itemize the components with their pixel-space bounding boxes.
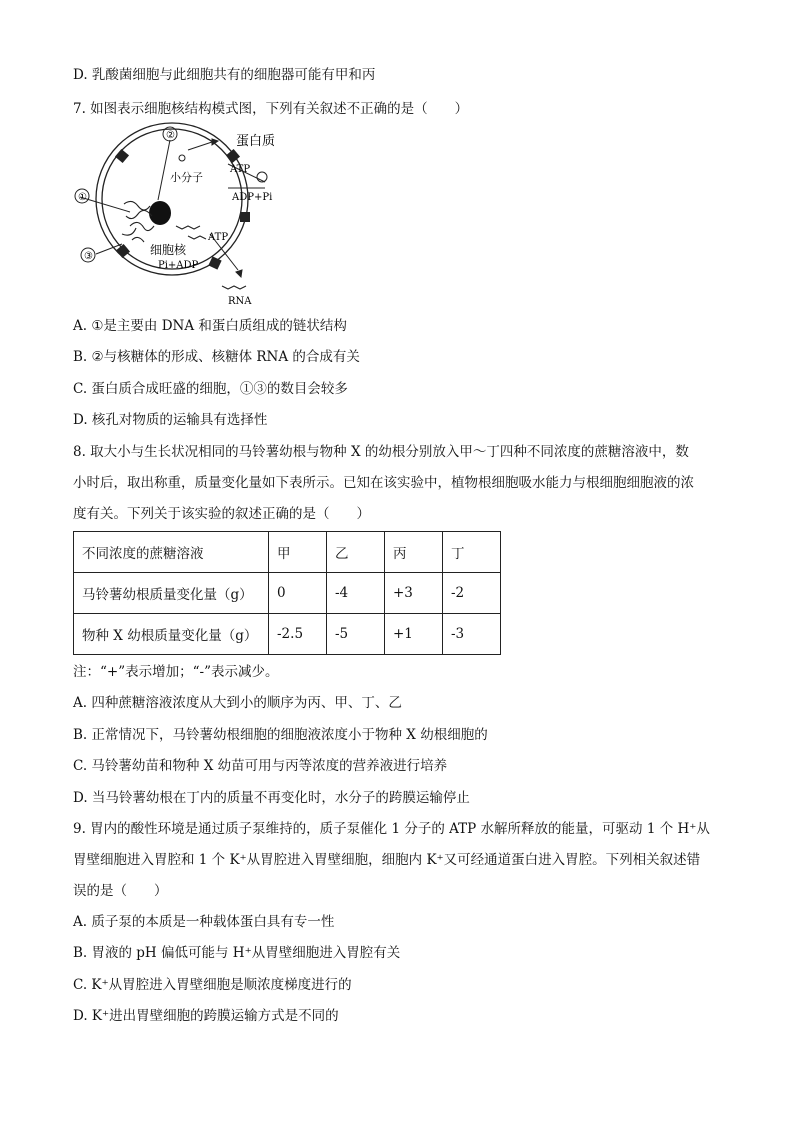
- nuclear-pore: [240, 212, 250, 222]
- q8-option-d: D. 当马铃薯幼根在丁内的质量不再变化时，水分子的跨膜运输停止: [73, 790, 470, 806]
- q9-stem-line-1: 9. 胃内的酸性环境是通过质子泵维持的，质子泵催化 1 分子的 ATP 水解所释放的能量，可驱动 1 个 H⁺从: [73, 821, 710, 837]
- atp-top-label: ATP: [230, 164, 251, 175]
- adp-pi-label: ADP+Pi: [232, 192, 273, 203]
- table-cell: -5: [327, 614, 385, 655]
- q9-stem-line-2: 胃壁细胞进入胃腔和 1 个 K⁺从胃腔进入胃壁细胞，细胞内 K⁺又可经通道蛋白进入胃腔。下列相关叙述错: [73, 852, 701, 868]
- q8-option-c: C. 马铃薯幼苗和物种 X 幼苗可用与丙等浓度的营养液进行培养: [73, 758, 448, 774]
- q8-option-a: A. 四种蔗糖溶液浓度从大到小的顺序为丙、甲、丁、乙: [73, 695, 402, 711]
- nucleus-label: 细胞核: [150, 243, 187, 257]
- protein-label: 蛋白质: [236, 134, 276, 149]
- table-cell: +3: [385, 573, 443, 614]
- pi-adp-label: Pi+ADP: [158, 260, 199, 271]
- table-header-cell: 不同浓度的蔗糖溶液: [74, 532, 269, 573]
- q9-stem-line-3: 误的是（ ）: [73, 883, 168, 899]
- table-cell: -4: [327, 573, 385, 614]
- table-cell: -2.5: [269, 614, 327, 655]
- nuclear-pore: [115, 149, 129, 163]
- q7-option-c: C. 蛋白质合成旺盛的细胞，①③的数目会较多: [73, 381, 348, 397]
- table-header-cell: 甲: [269, 532, 327, 573]
- q8-option-b: B. 正常情况下，马铃薯幼根细胞的细胞液浓度小于物种 X 幼根细胞的: [73, 727, 488, 743]
- small-molecule-label: 小分子: [170, 171, 203, 184]
- table-row: [74, 573, 501, 614]
- q7-option-a: A. ①是主要由 DNA 和蛋白质组成的链状结构: [73, 318, 347, 334]
- q9-option-d: D. K⁺进出胃壁细胞的跨膜运输方式是不同的: [73, 1008, 339, 1024]
- q6-option-d: D. 乳酸菌细胞与此细胞共有的细胞器可能有甲和丙: [73, 67, 376, 83]
- q7-stem: 7. 如图表示细胞核结构模式图，下列有关叙述不正确的是（ ）: [73, 101, 469, 117]
- table-cell: 0: [269, 573, 327, 614]
- q9-option-b: B. 胃液的 pH 偏低可能与 H⁺从胃壁细胞进入胃腔有关: [73, 945, 401, 961]
- marker-2-label: ②: [166, 130, 175, 141]
- chromatin: [122, 201, 154, 242]
- marker-3-label: ③: [84, 251, 93, 262]
- table-header-cell: 丙: [385, 532, 443, 573]
- nuclear-pore: [116, 244, 130, 258]
- marker-1-label: ①: [78, 192, 87, 203]
- table-header-cell: 丁: [443, 532, 501, 573]
- nucleus-structure-diagram: [60, 122, 320, 312]
- table-row: [74, 614, 501, 655]
- table-cell: -3: [443, 614, 501, 655]
- table-header-row: [74, 532, 501, 573]
- q8-note: 注：“+”表示增加；“-”表示减少。: [73, 664, 279, 680]
- q9-option-c: C. K⁺从胃腔进入胃壁细胞是顺浓度梯度进行的: [73, 977, 352, 993]
- q7-option-b: B. ②与核糖体的形成、核糖体 RNA 的合成有关: [73, 349, 360, 365]
- small-molecule-dot: [179, 155, 185, 161]
- table-cell: +1: [385, 614, 443, 655]
- q8-stem-line-2: 小时后，取出称重，质量变化量如下表所示。已知在该实验中，植物根细胞吸水能力与根细胞细胞液的浓: [73, 475, 694, 491]
- q8-stem-line-1: 8. 取大小与生长状况相同的马铃薯幼根与物种 X 的幼根分别放入甲～丁四种不同浓度的蔗糖溶液中，数: [73, 444, 689, 460]
- table-cell: -2: [443, 573, 501, 614]
- q8-stem-line-3: 度有关。下列关于该实验的叙述正确的是（ ）: [73, 506, 370, 522]
- q7-option-d: D. 核孔对物质的运输具有选择性: [73, 412, 268, 428]
- table-cell: 物种 X 幼根质量变化量（g）: [74, 614, 269, 655]
- q8-data-table: [73, 531, 501, 655]
- rna-inside: [176, 226, 206, 239]
- table-cell: 马铃薯幼根质量变化量（g）: [74, 573, 269, 614]
- table-header-cell: 乙: [327, 532, 385, 573]
- nucleolus: [149, 201, 171, 225]
- q9-option-a: A. 质子泵的本质是一种载体蛋白具有专一性: [73, 914, 335, 930]
- rna-label: RNA: [228, 296, 252, 307]
- atp-bottom-label: ATP: [208, 232, 229, 243]
- rna-outside: [222, 286, 246, 289]
